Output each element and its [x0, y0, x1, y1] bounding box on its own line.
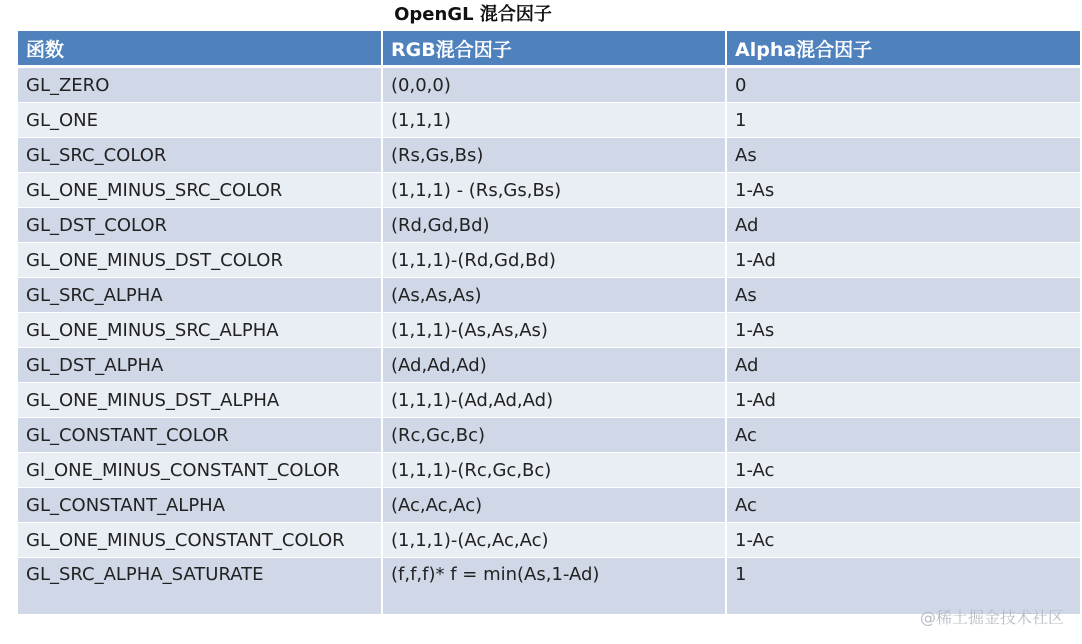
function-cell: GL_SRC_ALPHA: [18, 278, 382, 313]
function-cell: GL_ONE_MINUS_SRC_COLOR: [18, 173, 382, 208]
rgb-factor-cell: (Ad,Ad,Ad): [382, 348, 726, 383]
table-row: [18, 138, 1080, 173]
alpha-factor-cell: As: [726, 278, 1080, 313]
rgb-factor-cell: (f,f,f)* f = min(As,1-Ad): [382, 558, 726, 615]
table-row: [18, 383, 1080, 418]
table-body: [18, 67, 1080, 615]
alpha-factor-cell: Ac: [726, 418, 1080, 453]
header-function: 函数: [18, 31, 382, 67]
rgb-factor-cell: (As,As,As): [382, 278, 726, 313]
alpha-factor-cell: 1-Ad: [726, 243, 1080, 278]
rgb-factor-cell: (Rd,Gd,Bd): [382, 208, 726, 243]
alpha-factor-cell: Ac: [726, 488, 1080, 523]
rgb-factor-cell: (1,1,1)-(Rc,Gc,Bc): [382, 453, 726, 488]
table-row: [18, 278, 1080, 313]
alpha-factor-cell: 0: [726, 67, 1080, 103]
alpha-factor-cell: Ad: [726, 348, 1080, 383]
function-cell: GL_SRC_ALPHA_SATURATE: [18, 558, 382, 615]
table-row: [18, 453, 1080, 488]
alpha-factor-cell: 1-Ac: [726, 453, 1080, 488]
function-cell: Gl_ONE_MINUS_CONSTANT_COLOR: [18, 453, 382, 488]
header-row: [18, 31, 1080, 67]
table-row: [18, 103, 1080, 138]
rgb-factor-cell: (0,0,0): [382, 67, 726, 103]
table-row: [18, 488, 1080, 523]
table-row: [18, 67, 1080, 103]
rgb-factor-cell: (1,1,1)-(Rd,Gd,Bd): [382, 243, 726, 278]
function-cell: GL_ONE_MINUS_CONSTANT_COLOR: [18, 523, 382, 558]
watermark: @稀土掘金技术社区: [919, 608, 1064, 627]
rgb-factor-cell: (1,1,1): [382, 103, 726, 138]
rgb-factor-cell: (1,1,1)-(As,As,As): [382, 313, 726, 348]
alpha-factor-cell: Ad: [726, 208, 1080, 243]
header-rgb-factor: RGB混合因子: [382, 31, 726, 67]
alpha-factor-cell: 1: [726, 558, 1080, 615]
function-cell: GL_ONE_MINUS_DST_ALPHA: [18, 383, 382, 418]
table-row: [18, 243, 1080, 278]
rgb-factor-cell: (Ac,Ac,Ac): [382, 488, 726, 523]
rgb-factor-cell: (Rc,Gc,Bc): [382, 418, 726, 453]
header-alpha-factor: Alpha混合因子: [726, 31, 1080, 67]
function-cell: GL_ONE_MINUS_DST_COLOR: [18, 243, 382, 278]
table-row: [18, 313, 1080, 348]
table-row: [18, 523, 1080, 558]
function-cell: GL_ONE: [18, 103, 382, 138]
alpha-factor-cell: 1: [726, 103, 1080, 138]
alpha-factor-cell: 1-As: [726, 173, 1080, 208]
table-row: [18, 173, 1080, 208]
rgb-factor-cell: (1,1,1)-(Ad,Ad,Ad): [382, 383, 726, 418]
table-row: [18, 208, 1080, 243]
rgb-factor-cell: (Rs,Gs,Bs): [382, 138, 726, 173]
alpha-factor-cell: 1-As: [726, 313, 1080, 348]
alpha-factor-cell: As: [726, 138, 1080, 173]
table-row: [18, 418, 1080, 453]
rgb-factor-cell: (1,1,1) - (Rs,Gs,Bs): [382, 173, 726, 208]
blend-factor-table: [18, 31, 1080, 615]
rgb-factor-cell: (1,1,1)-(Ac,Ac,Ac): [382, 523, 726, 558]
table-row: [18, 348, 1080, 383]
table-title: OpenGL 混合因子: [394, 4, 552, 25]
function-cell: GL_ONE_MINUS_SRC_ALPHA: [18, 313, 382, 348]
function-cell: GL_ZERO: [18, 67, 382, 103]
function-cell: GL_CONSTANT_ALPHA: [18, 488, 382, 523]
alpha-factor-cell: 1-Ad: [726, 383, 1080, 418]
function-cell: GL_DST_ALPHA: [18, 348, 382, 383]
function-cell: GL_DST_COLOR: [18, 208, 382, 243]
function-cell: GL_CONSTANT_COLOR: [18, 418, 382, 453]
alpha-factor-cell: 1-Ac: [726, 523, 1080, 558]
function-cell: GL_SRC_COLOR: [18, 138, 382, 173]
